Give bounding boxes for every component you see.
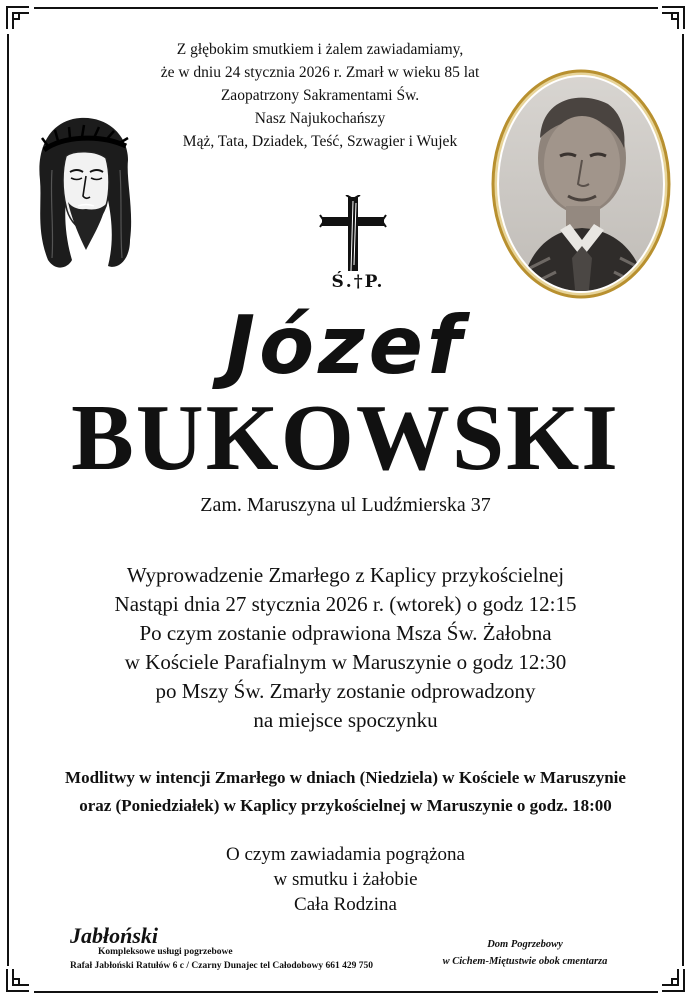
corner-ornament-top-right (659, 4, 687, 32)
closing-line: w smutku i żałobie (273, 869, 418, 890)
intro-text (150, 38, 490, 153)
ceremony-line: po Mszy Św. Zmarły zostanie odprowadzony (155, 679, 536, 703)
frame-top-line (34, 7, 658, 9)
logo-contact: Rafał Jabłoński Ratułów 6 c / Czarny Dunajec tel Całodobowy 661 429 750 (70, 961, 373, 971)
ceremony-details (0, 561, 691, 735)
prayer-line: oraz (Poniedziałek) w Kaplicy przykościelnej w Maruszynie o godz. 18:00 (79, 796, 612, 815)
logo-subtitle: Kompleksowe usługi pogrzebowe (98, 947, 233, 957)
corner-ornament-bottom-right (659, 966, 687, 994)
corner-ornament-bottom-left (4, 966, 32, 994)
sp-mark: Ś.†P. (331, 272, 385, 292)
logo-name: Jabłoński (70, 923, 159, 948)
residence-address: Zam. Maruszyna ul Ludźmierska 37 (200, 494, 491, 516)
funeral-home-line: w Cichem-Miętustwie obok cmentarza (442, 956, 608, 967)
cross-icon (318, 195, 388, 273)
ceremony-line: w Kościele Parafialnym w Maruszynie o godz 12:30 (124, 650, 567, 674)
closing-text (0, 842, 691, 917)
intro-line: że w dniu 24 stycznia 2026 r. Zmarł w wieku 85 lat (160, 64, 480, 81)
funeral-home-note (420, 936, 630, 970)
ceremony-line: Wyprowadzenie Zmarłego z Kaplicy przykościelnej (126, 563, 565, 587)
prayer-details (0, 764, 691, 820)
closing-line: O czym zawiadamia pogrążona (226, 844, 465, 865)
last-name: BUKOWSKI (71, 386, 620, 490)
intro-line: Zaopatrzony Sakramentami Św. (220, 87, 420, 104)
first-name: Józef (225, 299, 466, 392)
intro-line: Z głębokim smutkiem i żalem zawiadamiamy, (176, 41, 464, 58)
closing-line: Cała Rodzina (294, 894, 397, 915)
intro-line: Mąż, Tata, Dziadek, Teść, Szwagier i Wujek (182, 133, 458, 150)
ceremony-line: Po czym zostanie odprawiona Msza Św. Żałobna (139, 621, 552, 645)
corner-ornament-top-left (4, 4, 32, 32)
ceremony-line: na miejsce spoczynku (253, 708, 438, 732)
funeral-service-logo (70, 923, 390, 971)
jesus-crown-of-thorns-icon (22, 110, 142, 275)
prayer-line: Modlitwy w intencji Zmarłego w dniach (Niedziela) w Kościele w Maruszynie (65, 768, 626, 787)
ceremony-line: Nastąpi dnia 27 stycznia 2026 r. (wtorek) o godz 12:15 (114, 592, 577, 616)
funeral-home-line: Dom Pogrzebowy (487, 939, 563, 950)
frame-bottom-line (34, 991, 658, 993)
portrait-photo (490, 68, 672, 300)
intro-line: Nasz Najukochańszy (254, 110, 386, 127)
